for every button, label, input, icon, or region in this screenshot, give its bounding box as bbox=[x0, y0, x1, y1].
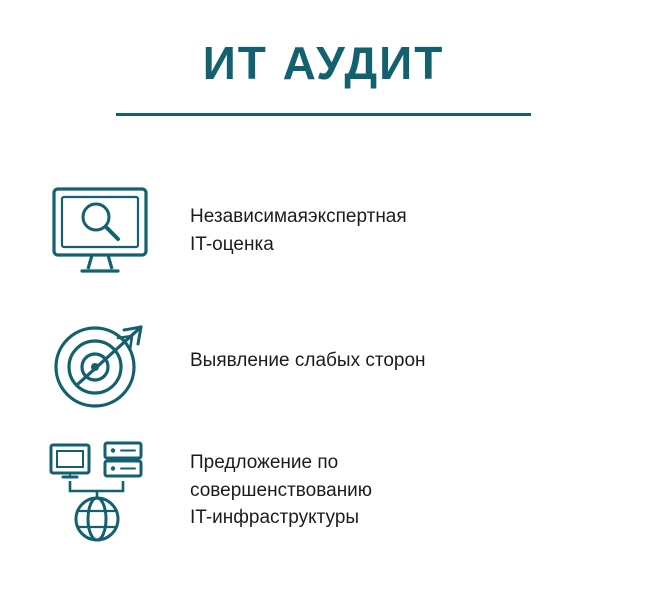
page-title: ИТ АУДИТ bbox=[202, 37, 445, 89]
title-divider bbox=[116, 113, 531, 116]
monitor-magnifier-icon bbox=[40, 183, 160, 279]
list-item bbox=[0, 296, 647, 426]
feature-list bbox=[0, 166, 647, 556]
list-item-text bbox=[190, 347, 426, 375]
list-item-line: совершенствованию bbox=[190, 479, 373, 501]
list-item-text bbox=[190, 203, 407, 258]
list-item-line: Выявление слабых сторон bbox=[190, 349, 426, 371]
list-item bbox=[0, 166, 647, 296]
network-infrastructure-icon bbox=[40, 439, 160, 543]
list-item-text bbox=[190, 449, 372, 532]
target-arrow-icon bbox=[40, 311, 160, 411]
list-item-line: IT-оценка bbox=[190, 233, 274, 255]
list-item bbox=[0, 426, 647, 556]
list-item-line: IT-инфраструктуры bbox=[190, 507, 360, 529]
list-item-line: Независимаяэкспертная bbox=[190, 206, 407, 228]
list-item-line: Предложение по bbox=[190, 452, 339, 474]
